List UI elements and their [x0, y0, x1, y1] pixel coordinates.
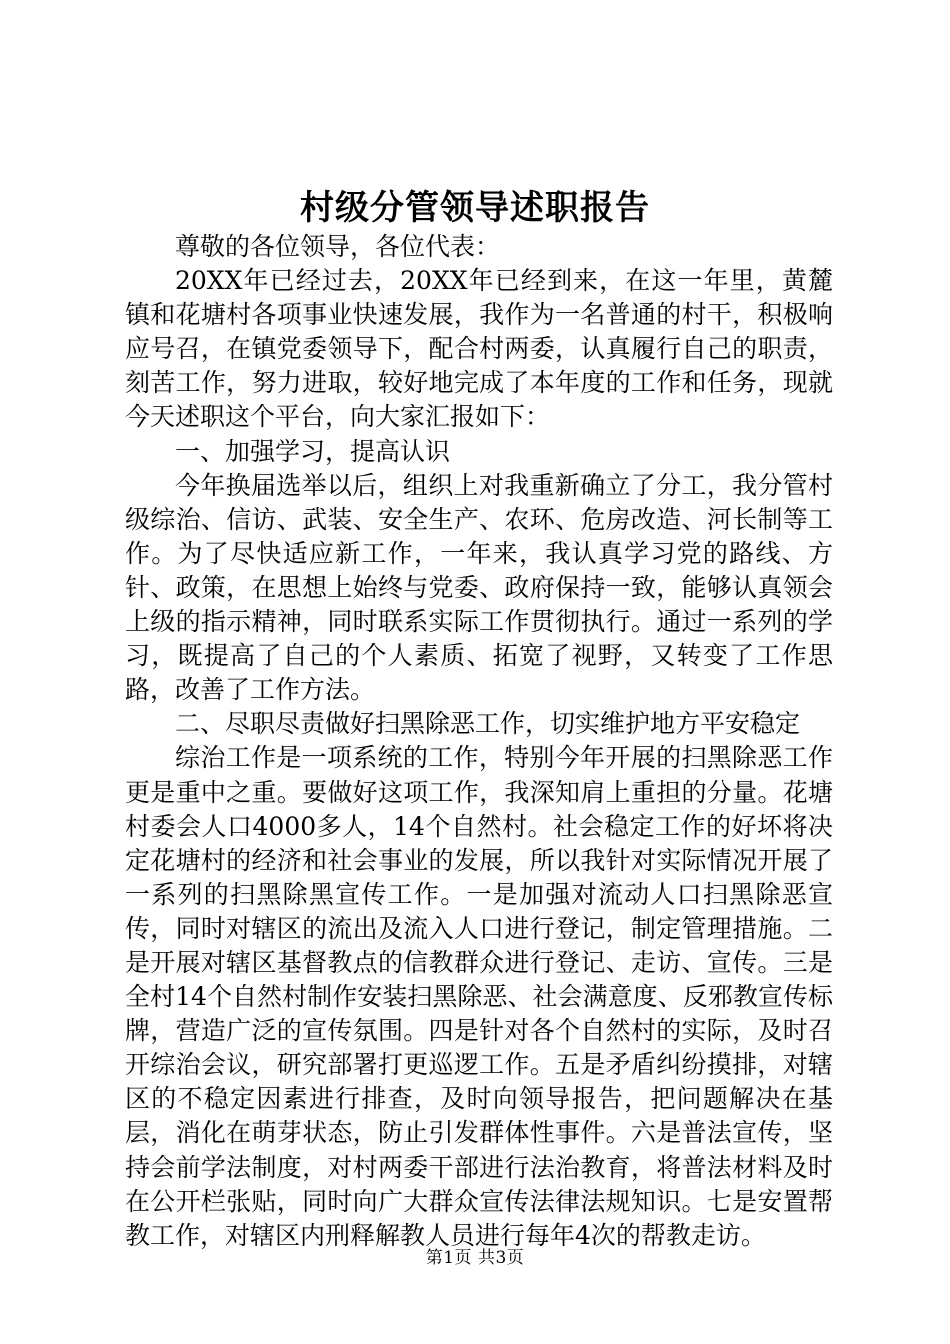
- document-body: [125, 230, 833, 1253]
- section-2-paragraph: 综治工作是一项系统的工作，特别今年开展的扫黑除恶工作更是重中之重。要做好这项工作，我深知肩上重担的分量。花塘村委会人口4000多人，14个自然村。社会稳定工作的好坏将决定花塘村的经济和社会事业的发展，所以我针对实际情况开展了一系列的扫黑除黑宣传工作。一是加强对流动人口扫黑除恶宣传，同时对辖区的流出及流入人口进行登记，制定管理措施。二是开展对辖区基督教点的信教群众进行登记、走访、宣传。三是全村14个自然村制作安装扫黑除恶、社会满意度、反邪教宣传标牌，营造广泛的宣传氛围。四是针对各个自然村的实际，及时召开综治会议，研究部署打更巡逻工作。五是矛盾纠纷摸排，对辖区的不稳定因素进行排查，及时向领导报告，把问题解决在基层，消化在萌芽状态，防止引发群体性事件。六是普法宣传，坚持会前学法制度，对村两委干部进行法治教育，将普法材料及时在公开栏张贴，同时向广大群众宣传法律法规知识。七是安置帮教工作，对辖区内刑释解教人员进行每年4次的帮教走访。: [125, 743, 833, 1250]
- document-title: 村级分管领导述职报告: [300, 188, 650, 228]
- section-1-paragraph: 今年换届选举以后，组织上对我重新确立了分工，我分管村级综治、信访、武装、安全生产、农环、危房改造、河长制等工作。为了尽快适应新工作，一年来，我认真学习党的路线、方针、政策，在思想上始终与党委、政府保持一致，能够认真领会上级的指示精神，同时联系实际工作贯彻执行。通过一系列的学习，既提高了自己的个人素质、拓宽了视野，又转变了工作思路，改善了工作方法。: [125, 470, 833, 705]
- salutation: 尊敬的各位领导，各位代表：: [175, 232, 501, 261]
- section-heading-1: 一、加强学习，提高认识: [175, 436, 451, 466]
- intro-paragraph: 20XX年已经过去，20XX年已经到来，在这一年里，黄麓镇和花塘村各项事业快速发展，我作为一名普通的村干，积极响应号召，在镇党委领导下，配合村两委，认真履行自己的职责，刻苦工作，努力进取，较好地完成了本年度的工作和任务，现就今天述职这个平台，向大家汇报如下：: [125, 266, 833, 432]
- page-footer: 第1页 共3页: [425, 1248, 525, 1268]
- section-heading-2: 二、尽职尽责做好扫黑除恶工作，切实维护地方平安稳定: [175, 709, 801, 739]
